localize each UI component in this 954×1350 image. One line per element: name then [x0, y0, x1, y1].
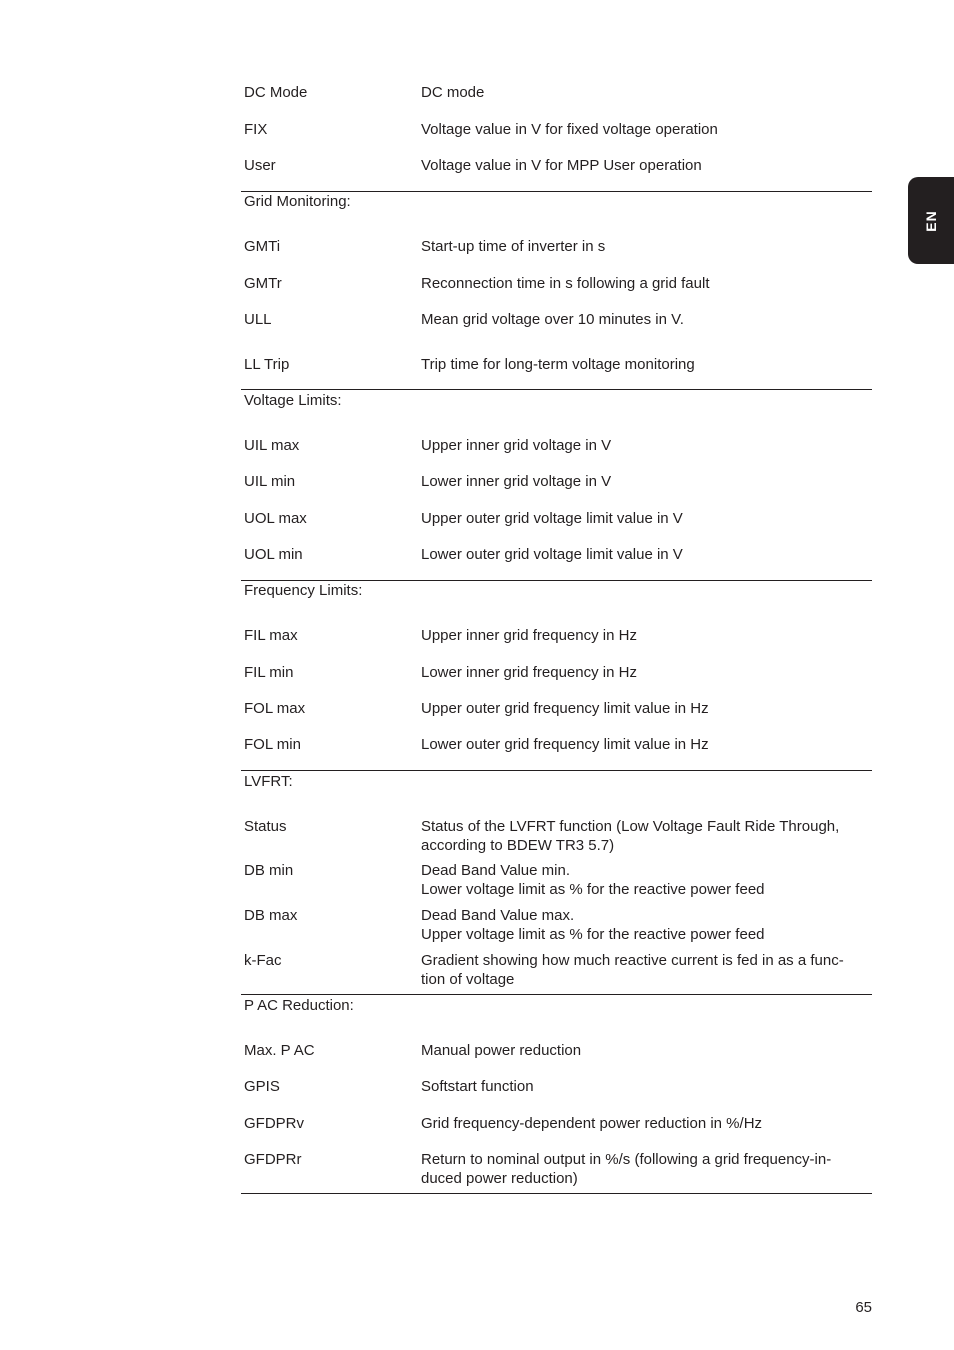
parameter-name: GMTi	[244, 238, 281, 255]
description-line: Lower voltage limit as % for the reactive power feed	[421, 881, 765, 898]
parameter-description	[421, 1114, 871, 1133]
parameter-description	[421, 355, 871, 374]
parameter-description	[421, 663, 871, 682]
parameter-description	[421, 436, 871, 455]
description-line: Status of the LVFRT function (Low Voltage Fault Ride Through,	[421, 818, 840, 835]
description-line: Lower inner grid frequency in Hz	[421, 664, 637, 681]
description-line: Upper outer grid frequency limit value in Hz	[421, 700, 709, 717]
description-line: Gradient showing how much reactive current is fed in as a func-	[421, 952, 844, 969]
parameter-name: DC Mode	[244, 84, 308, 101]
parameter-description	[421, 545, 871, 564]
parameter-name: GFDPRr	[244, 1151, 302, 1168]
description-line: Dead Band Value min.	[421, 862, 570, 879]
description-line: Voltage value in V for fixed voltage operation	[421, 121, 718, 138]
description-line: Lower outer grid voltage limit value in V	[421, 546, 683, 563]
parameter-name: UIL min	[244, 473, 296, 490]
parameter-name: k-Fac	[244, 952, 282, 969]
description-line: Reconnection time in s following a grid fault	[421, 275, 710, 292]
parameter-description	[421, 1150, 871, 1188]
description-line: Upper voltage limit as % for the reactive power feed	[421, 926, 765, 943]
parameter-description	[421, 237, 871, 256]
parameter-name: FOL min	[244, 736, 301, 753]
description-line: DC mode	[421, 84, 485, 101]
parameter-name: FIL min	[244, 664, 294, 681]
section-divider	[241, 191, 872, 192]
description-line: Start-up time of inverter in s	[421, 238, 606, 255]
description-line: Lower outer grid frequency limit value in Hz	[421, 736, 709, 753]
parameter-name: GFDPRv	[244, 1115, 304, 1132]
description-line: Upper outer grid voltage limit value in V	[421, 510, 683, 527]
description-line: Upper inner grid frequency in Hz	[421, 627, 637, 644]
parameter-name: UIL max	[244, 437, 300, 454]
parameter-description	[421, 906, 871, 944]
section-divider	[241, 389, 872, 390]
parameter-name: LL Trip	[244, 356, 290, 373]
parameter-description	[421, 951, 871, 989]
parameter-description	[421, 817, 871, 855]
parameter-description	[421, 83, 871, 102]
parameter-name: FIL max	[244, 627, 298, 644]
language-tab-label: EN	[923, 209, 939, 232]
parameter-name: GPIS	[244, 1078, 280, 1095]
description-line: Dead Band Value max.	[421, 907, 575, 924]
parameter-name: DB max	[244, 907, 298, 924]
description-line: according to BDEW TR3 5.7)	[421, 837, 615, 854]
parameter-name: Max. P AC	[244, 1042, 315, 1059]
parameter-name: FIX	[244, 121, 268, 138]
parameter-name: ULL	[244, 311, 272, 328]
description-line: Manual power reduction	[421, 1042, 582, 1059]
parameter-description	[421, 735, 871, 754]
parameter-description	[421, 861, 871, 899]
parameter-description	[421, 626, 871, 645]
parameter-name: User	[244, 157, 276, 174]
page-number: 65	[855, 1299, 872, 1316]
description-line: Voltage value in V for MPP User operation	[421, 157, 702, 174]
section-heading: Frequency Limits:	[244, 582, 363, 599]
description-line: Upper inner grid voltage in V	[421, 437, 612, 454]
description-line: Softstart function	[421, 1078, 534, 1095]
description-line: Mean grid voltage over 10 minutes in V.	[421, 311, 684, 328]
section-heading: LVFRT:	[244, 773, 293, 790]
parameter-description	[421, 120, 871, 139]
parameter-description	[421, 274, 871, 293]
parameter-name: UOL min	[244, 546, 303, 563]
parameter-description	[421, 509, 871, 528]
parameter-description	[421, 472, 871, 491]
parameter-name: Status	[244, 818, 287, 835]
parameter-name: UOL max	[244, 510, 307, 527]
section-divider	[241, 770, 872, 771]
section-heading: P AC Reduction:	[244, 997, 354, 1014]
section-heading: Voltage Limits:	[244, 392, 342, 409]
description-line: Return to nominal output in %/s (following a grid frequency-in-	[421, 1151, 832, 1168]
section-divider	[241, 1193, 872, 1194]
language-tab	[908, 177, 954, 264]
section-divider	[241, 994, 872, 995]
parameter-description	[421, 699, 871, 718]
parameter-name: DB min	[244, 862, 294, 879]
parameter-name: GMTr	[244, 275, 282, 292]
description-line: duced power reduction)	[421, 1170, 578, 1187]
parameter-description	[421, 1041, 871, 1060]
section-heading: Grid Monitoring:	[244, 193, 351, 210]
parameter-description	[421, 156, 871, 175]
description-line: Lower inner grid voltage in V	[421, 473, 612, 490]
description-line: Grid frequency-dependent power reduction in %/Hz	[421, 1115, 763, 1132]
section-divider	[241, 580, 872, 581]
parameter-description	[421, 1077, 871, 1096]
description-line: Trip time for long-term voltage monitoring	[421, 356, 695, 373]
parameter-description	[421, 310, 871, 329]
description-line: tion of voltage	[421, 971, 515, 988]
parameter-name: FOL max	[244, 700, 306, 717]
